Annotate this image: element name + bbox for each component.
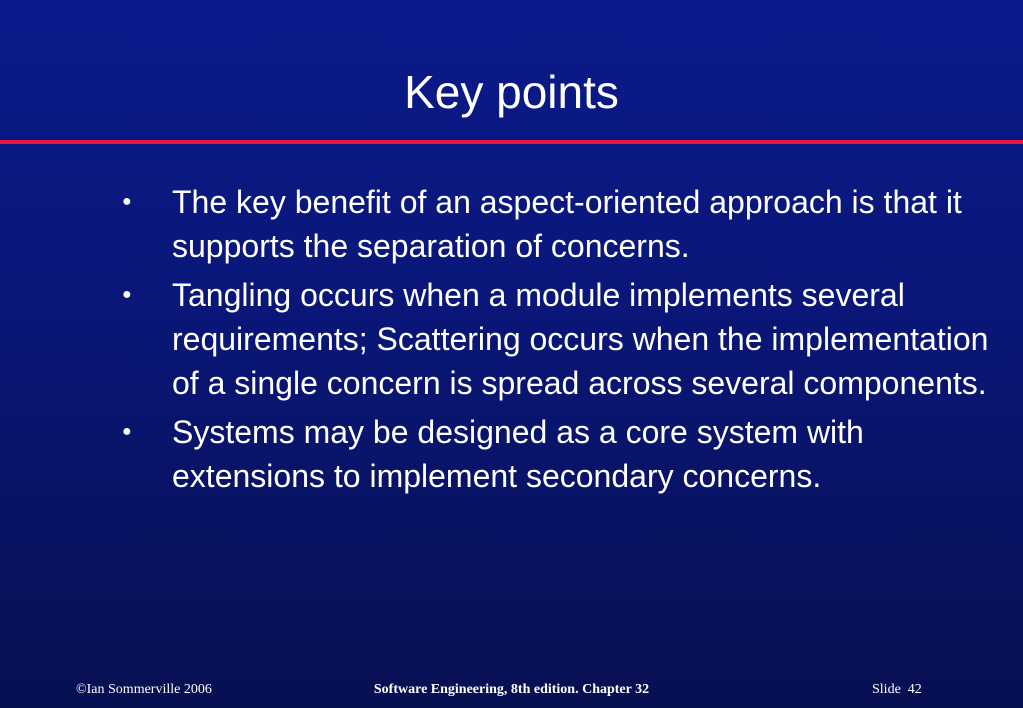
slide-title: Key points xyxy=(404,66,619,118)
bullet-dot-icon: ● xyxy=(122,423,132,440)
bullet-item xyxy=(110,273,990,405)
bullet-text: Tangling occurs when a module implements several requirements; Scattering occurs when the implementation of a single concern is spread across several components. xyxy=(172,277,989,401)
footer-copyright: ©Ian Sommerville 2006 xyxy=(76,682,212,697)
footer-slide-number: Slide 42 xyxy=(872,682,922,697)
title-divider xyxy=(0,140,1023,144)
bullet-text: Systems may be designed as a core system with extensions to implement secondary concerns. xyxy=(172,414,864,494)
bullet-list xyxy=(110,180,990,503)
bullet-dot-icon: ● xyxy=(122,286,132,303)
bullet-item xyxy=(110,180,990,268)
bullet-item xyxy=(110,410,990,498)
bullet-text: The key benefit of an aspect-oriented approach is that it supports the separation of concerns. xyxy=(172,184,962,264)
footer-book-title: Software Engineering, 8th edition. Chapter 32 xyxy=(373,682,650,697)
bullet-dot-icon: ● xyxy=(122,193,132,210)
